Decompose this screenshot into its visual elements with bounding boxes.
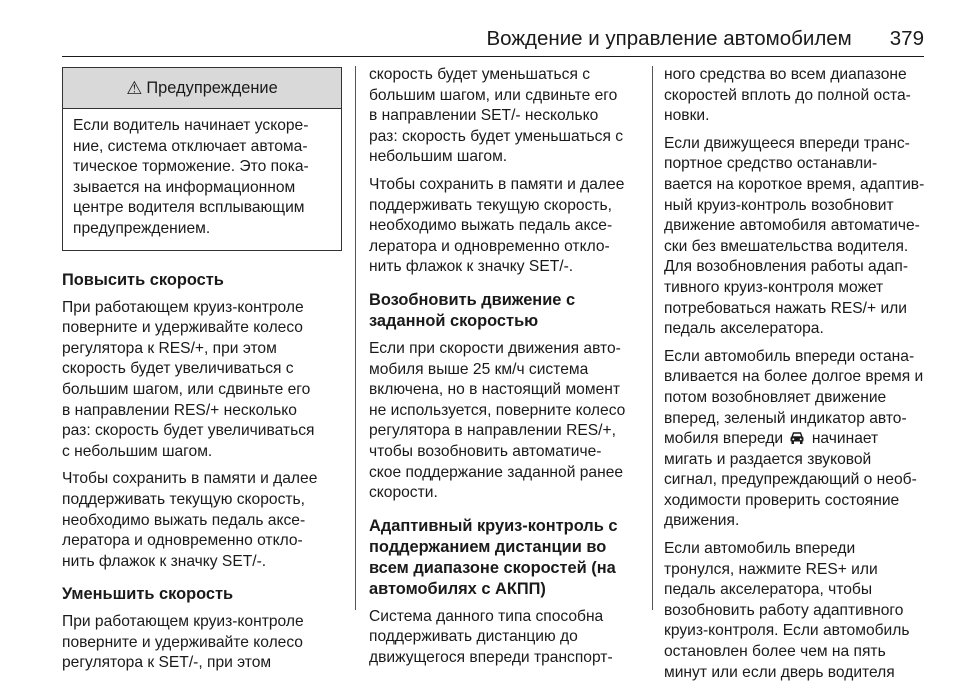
- text-line: необходимо выжать педаль аксе-: [62, 511, 306, 529]
- text-line: скорости.: [369, 484, 438, 502]
- text-line: большим шагом, или сдвиньте его: [62, 380, 311, 398]
- text-line: возобновить работу адаптивного: [664, 601, 904, 619]
- column-divider-2: [652, 66, 653, 610]
- heading-decrease-speed: Уменьшить скорость: [62, 585, 234, 604]
- text-line: лератора и одновременно откло-: [369, 237, 610, 255]
- text-line: ние, система отключает автома-: [73, 137, 308, 155]
- text-line: движущегося впереди транспорт-: [369, 648, 613, 666]
- text-line: поддерживать текущую скорость,: [369, 196, 612, 214]
- text-line: регулятора к RES/+, при этом: [62, 339, 277, 357]
- column-divider-1: [355, 66, 356, 610]
- text-line: движения.: [664, 512, 740, 530]
- paragraph: [664, 539, 934, 683]
- text-line: ный круиз-контроль возобновит: [664, 196, 894, 214]
- text-line: скоростей вплоть до полной оста-: [664, 86, 911, 104]
- text-line: скорость будет уменьшаться с: [369, 66, 591, 83]
- text-line: Если движущееся впереди транс-: [664, 134, 910, 152]
- text-line: нить флажок к значку SET/-.: [369, 258, 574, 276]
- text-line: тивного круиз-контроля может: [664, 278, 884, 296]
- text-line: Если автомобиль впереди: [664, 540, 856, 558]
- text-line: необходимо выжать педаль аксе-: [369, 217, 613, 235]
- text-line: Для возобновления работы адап-: [664, 258, 909, 276]
- text-line: сигнал, предупреждающий о необ-: [664, 471, 917, 489]
- heading-resume: [369, 290, 639, 332]
- text-line: в направлении SET/- несколько: [369, 107, 599, 125]
- page-number: 379: [889, 27, 924, 50]
- text-line: Чтобы сохранить в памяти и далее: [369, 175, 625, 193]
- paragraph: [62, 612, 342, 674]
- text-line: зывается на информационном: [73, 178, 296, 196]
- text-line: При работающем круиз-контроле: [62, 298, 304, 316]
- heading-line: Адаптивный круиз-контроль с: [369, 516, 618, 535]
- paragraph: [62, 469, 342, 572]
- text-fragment: начинает: [811, 430, 879, 448]
- text-fragment: мобиля впереди: [664, 430, 784, 448]
- heading-line: всем диапазоне скоростей (на: [369, 558, 616, 577]
- text-line: поверните и удерживайте колесо: [62, 319, 303, 337]
- heading-line: заданной скоростью: [369, 311, 539, 330]
- text-line: Если водитель начинает ускоре-: [73, 117, 309, 134]
- text-line: Чтобы сохранить в памяти и далее: [62, 470, 318, 488]
- text-line: вается на короткое время, адаптив-: [664, 175, 925, 193]
- paragraph: [369, 607, 639, 669]
- warning-heading: Предупреждение: [146, 78, 278, 97]
- text-line: ское поддержание заданной ранее: [369, 463, 624, 481]
- text-line: потом возобновляет движение: [664, 388, 887, 406]
- text-line: движение автомобиля автоматиче-: [664, 217, 920, 235]
- text-line: большим шагом, или сдвиньте его: [369, 86, 618, 104]
- page-header: [62, 24, 924, 54]
- heading-line: Возобновить движение с: [369, 290, 576, 309]
- text-line: регулятора в направлении RES/+,: [369, 422, 616, 440]
- warning-box: [62, 67, 342, 251]
- text-line: в направлении RES/+ несколько: [62, 401, 297, 419]
- text-line: ходимости проверить состояние: [664, 491, 900, 509]
- text-line: раз: скорость будет уменьшаться с: [369, 127, 624, 145]
- text-line: портное средство останавли-: [664, 155, 878, 173]
- text-line: мобиля выше 25 км/ч система: [369, 360, 589, 378]
- text-line: ски без вмешательства водителя.: [664, 237, 909, 255]
- text-line: остановлен более чем на пять: [664, 643, 886, 661]
- paragraph: [369, 175, 639, 278]
- text-line: мигать и раздается звуковой: [664, 450, 872, 468]
- text-line: тронулся, нажмите RES+ или: [664, 560, 878, 578]
- warning-text: [63, 109, 341, 250]
- text-line: с небольшим шагом.: [62, 442, 213, 460]
- header-rule: [62, 56, 924, 57]
- text-line: лератора и одновременно откло-: [62, 532, 303, 550]
- text-line-with-icon: [664, 429, 934, 450]
- text-line: поддерживать текущую скорость,: [62, 490, 305, 508]
- text-line: скорость будет увеличиваться с: [62, 360, 294, 378]
- text-line: небольшим шагом.: [369, 148, 508, 166]
- paragraph: [664, 347, 934, 532]
- heading-line: автомобилях с АКПП): [369, 579, 546, 598]
- text-line: центре водителя всплывающим: [73, 199, 305, 217]
- section-title: Вождение и управление автомобилем: [486, 27, 852, 50]
- text-line: предупреждением.: [73, 219, 211, 237]
- text-line: Система данного типа способна: [369, 607, 604, 625]
- text-line: вперед, зеленый индикатор авто-: [664, 409, 907, 427]
- text-line: минут или если дверь водителя: [664, 663, 895, 681]
- heading-adaptive-cruise: [369, 516, 639, 600]
- paragraph: [664, 134, 934, 340]
- text-line: педаль акселератора, чтобы: [664, 581, 873, 599]
- warning-triangle-icon: ⚠: [126, 77, 143, 98]
- warning-header: [63, 68, 341, 109]
- paragraph: [369, 65, 639, 168]
- column-3: [664, 58, 934, 683]
- column-2: [369, 58, 639, 668]
- text-line: не используется, поверните колесо: [369, 401, 626, 419]
- text-line: При работающем круиз-контроле: [62, 613, 304, 631]
- text-line: поддерживать дистанцию до: [369, 628, 578, 646]
- text-line: тическое торможение. Это пока-: [73, 158, 309, 176]
- text-line: педаль акселератора.: [664, 320, 824, 338]
- text-line: нить флажок к значку SET/-.: [62, 552, 267, 570]
- paragraph: [369, 339, 639, 504]
- text-line: круиз-контроля. Если автомобиль: [664, 622, 910, 640]
- heading-increase-speed: Повысить скорость: [62, 270, 224, 289]
- text-line: Если автомобиль впереди остана-: [664, 347, 915, 365]
- text-line: регулятора к SET/-, при этом: [62, 654, 272, 672]
- text-line: поверните и удерживайте колесо: [62, 633, 303, 651]
- paragraph: [664, 65, 934, 127]
- car-front-icon: [789, 431, 805, 445]
- text-line: ного средства во всем диапазоне: [664, 66, 907, 83]
- text-line: чтобы возобновить автоматиче-: [369, 442, 602, 460]
- column-1: [62, 58, 342, 674]
- paragraph: [62, 298, 342, 463]
- text-line: включена, но в настоящий момент: [369, 381, 620, 399]
- heading-line: поддержанием дистанции во: [369, 537, 607, 556]
- text-line: потребоваться нажать RES/+ или: [664, 299, 907, 317]
- text-line: Если при скорости движения авто-: [369, 339, 621, 357]
- text-line: вливается на более долгое время и: [664, 368, 924, 386]
- text-line: новки.: [664, 107, 710, 125]
- text-line: раз: скорость будет увеличиваться: [62, 422, 315, 440]
